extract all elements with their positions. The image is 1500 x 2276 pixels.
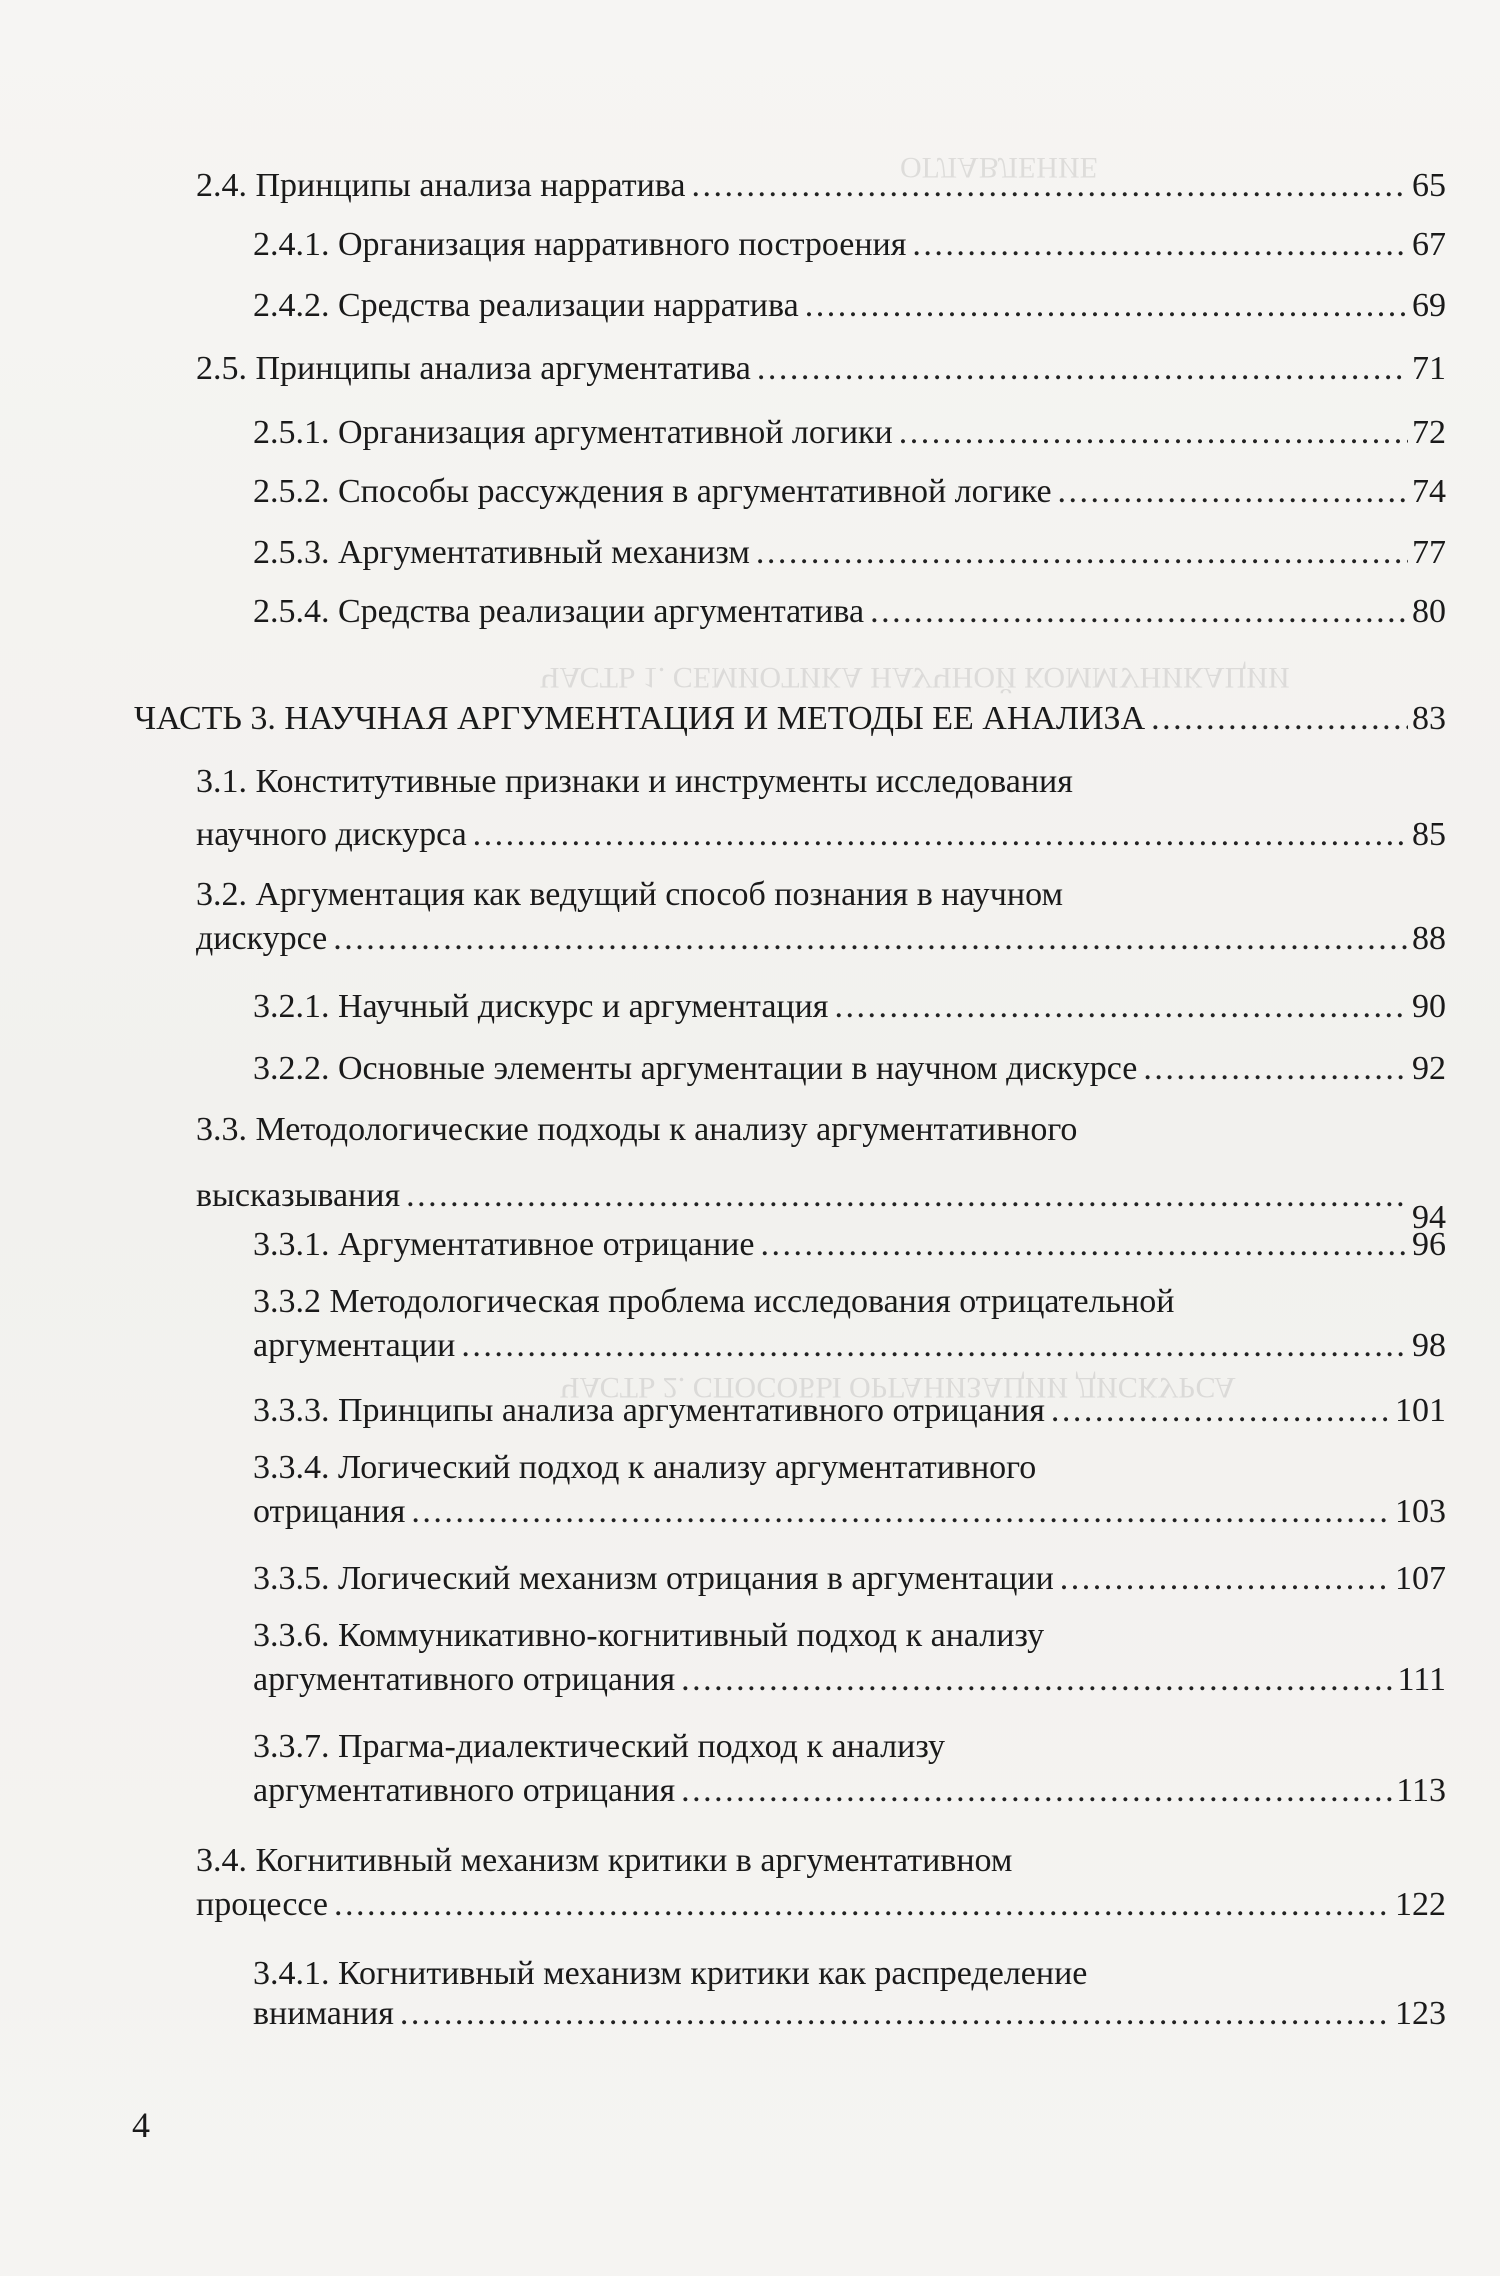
toc-page: 83 xyxy=(1412,700,1446,737)
toc-entry-2-4-2[interactable] xyxy=(253,284,1446,328)
toc-entry-2-5-1[interactable] xyxy=(253,411,1446,455)
toc-title-line2: аргументации xyxy=(253,1327,456,1364)
toc-title-line1: 3.3.2 Методологическая проблема исследования отрицательной xyxy=(253,1283,1175,1320)
toc-page: 103 xyxy=(1395,1493,1446,1530)
toc-page: 74 xyxy=(1412,473,1446,510)
toc-page: 94 xyxy=(1412,1199,1446,1236)
toc-title: 3.3.3. Принципы анализа аргументативного отрицания xyxy=(253,1392,1045,1429)
toc-page: 101 xyxy=(1395,1392,1446,1429)
toc-entry-3-3-3[interactable] xyxy=(253,1389,1446,1433)
toc-title: 2.5.3. Аргументативный механизм xyxy=(253,534,750,571)
toc-title: 2.5. Принципы анализа аргументатива xyxy=(196,350,751,387)
toc-entry-3-3-6[interactable] xyxy=(253,1614,1446,1702)
dot-leader xyxy=(1051,1389,1391,1433)
toc-title: 2.5.4. Средства реализации аргументатива xyxy=(253,593,865,630)
toc-entry-2-5-4[interactable] xyxy=(253,590,1446,634)
toc-page: 111 xyxy=(1397,1661,1446,1698)
dot-leader xyxy=(834,985,1408,1029)
toc-entry-3-2-1[interactable] xyxy=(253,985,1446,1029)
dot-leader xyxy=(411,1490,1391,1534)
toc-title: 2.4. Принципы анализа нарратива xyxy=(196,167,686,204)
toc-title-line2: аргументативного отрицания xyxy=(253,1661,676,1698)
toc-title: ЧАСТЬ 3. НАУЧНАЯ АРГУМЕНТАЦИЯ И МЕТОДЫ ЕЕ АНАЛИЗА xyxy=(134,700,1146,737)
toc-page: 98 xyxy=(1412,1327,1446,1364)
toc-entry-3-3-1[interactable] xyxy=(253,1223,1446,1267)
dot-leader xyxy=(461,1324,1408,1368)
toc-page: 69 xyxy=(1412,287,1446,324)
toc-entry-2-4[interactable] xyxy=(196,164,1446,208)
toc-title-line1: 3.3.6. Коммуникативно-когнитивный подход к анализу xyxy=(253,1617,1045,1654)
dot-leader xyxy=(400,1992,1391,2036)
toc-title-line1: 3.3.4. Логический подход к анализу аргументативного xyxy=(253,1449,1037,1486)
dot-leader xyxy=(473,813,1408,857)
toc-page: 77 xyxy=(1412,534,1446,571)
dot-leader xyxy=(1060,1557,1391,1601)
toc-entry-2-5[interactable] xyxy=(196,347,1446,391)
toc-entry-2-4-1[interactable] xyxy=(253,223,1446,267)
dot-leader xyxy=(805,284,1408,328)
toc-entry-3-4[interactable] xyxy=(196,1839,1446,1927)
toc-title-line2: аргументативного отрицания xyxy=(253,1772,676,1809)
toc-title-line1: 3.1. Конститутивные признаки и инструменты исследования xyxy=(196,763,1073,800)
toc-title-line2: дискурсе xyxy=(196,920,328,957)
toc-page: 65 xyxy=(1412,167,1446,204)
toc-title: 3.3.1. Аргументативное отрицание xyxy=(253,1226,755,1263)
toc-title-line1: 3.4.1. Когнитивный механизм критики как распределение xyxy=(253,1955,1088,1992)
toc-page: 72 xyxy=(1412,414,1446,451)
toc-page: 67 xyxy=(1412,226,1446,263)
toc-entry-2-5-3[interactable] xyxy=(253,531,1446,575)
toc-entry-3-3-5[interactable] xyxy=(253,1557,1446,1601)
toc-title: 2.4.2. Средства реализации нарратива xyxy=(253,287,799,324)
dot-leader xyxy=(406,1174,1408,1218)
dot-leader xyxy=(681,1658,1393,1702)
toc-entry-part-3[interactable] xyxy=(134,697,1446,741)
toc-page: 88 xyxy=(1412,920,1446,957)
toc-entry-3-3-7[interactable] xyxy=(253,1725,1446,1813)
toc-entry-3-3[interactable] xyxy=(196,1108,1446,1236)
toc-title: 2.4.1. Организация нарративного построения xyxy=(253,226,907,263)
toc-page: 71 xyxy=(1412,350,1446,387)
toc-entry-2-5-2[interactable] xyxy=(253,470,1446,514)
dot-leader xyxy=(912,223,1408,267)
toc-title-line1: 3.2. Аргументация как ведущий способ познания в научном xyxy=(196,876,1063,913)
toc-page: 96 xyxy=(1412,1226,1446,1263)
toc-title-line2: отрицания xyxy=(253,1493,406,1530)
toc-entry-3-2-2[interactable] xyxy=(253,1047,1446,1091)
toc-page: 80 xyxy=(1412,593,1446,630)
toc-title: 2.5.2. Способы рассуждения в аргументативной логике xyxy=(253,473,1052,510)
toc-title: 3.3.5. Логический механизм отрицания в аргументации xyxy=(253,1560,1054,1597)
toc-title-line2: высказывания xyxy=(196,1177,401,1214)
toc-page: 113 xyxy=(1396,1772,1446,1809)
toc-title-line1: 3.3. Методологические подходы к анализу аргументативного xyxy=(196,1111,1078,1148)
dot-leader xyxy=(1143,1047,1408,1091)
dot-leader xyxy=(757,347,1408,391)
dot-leader xyxy=(870,590,1408,634)
dot-leader xyxy=(1058,470,1408,514)
toc-entry-3-2[interactable] xyxy=(196,873,1446,961)
toc-entry-3-4-1[interactable] xyxy=(253,1952,1446,2036)
toc-title-line2: процессе xyxy=(196,1886,329,1923)
dot-leader xyxy=(1151,697,1408,741)
page-number: 4 xyxy=(132,2105,150,2145)
toc-page: 107 xyxy=(1395,1560,1446,1597)
dot-leader xyxy=(899,411,1408,455)
toc-title-line2: внимания xyxy=(253,1995,394,2032)
dot-leader xyxy=(681,1769,1392,1813)
toc-page: 90 xyxy=(1412,988,1446,1025)
dot-leader xyxy=(691,164,1408,208)
toc-title: 2.5.1. Организация аргументативной логики xyxy=(253,414,893,451)
dot-leader xyxy=(760,1223,1408,1267)
dot-leader xyxy=(334,1883,1391,1927)
toc-title: 3.2.1. Научный дискурс и аргументация xyxy=(253,988,829,1025)
dot-leader xyxy=(333,917,1408,961)
toc-title-line1: 3.3.7. Прагма-диалектический подход к анализу xyxy=(253,1728,946,1765)
toc-title-line1: 3.4. Когнитивный механизм критики в аргументативном xyxy=(196,1842,1013,1879)
toc-title: 3.2.2. Основные элементы аргументации в научном дискурсе xyxy=(253,1050,1138,1087)
toc-entry-3-3-2[interactable] xyxy=(253,1280,1446,1368)
dot-leader xyxy=(756,531,1408,575)
toc-title-line2: научного дискурса xyxy=(196,816,467,853)
toc-page: 122 xyxy=(1395,1886,1446,1923)
toc-entry-3-1[interactable] xyxy=(196,760,1446,857)
toc-entry-3-3-4[interactable] xyxy=(253,1446,1446,1534)
toc-page: 85 xyxy=(1412,816,1446,853)
toc-page: 123 xyxy=(1395,1995,1446,2032)
book-page: ОГЛАВЛЕНИЕ ЧАСТЬ 1. СЕМИОТИКА НАУЧНОЙ КОММУНИКАЦИИ ЧАСТЬ 2. СПОСОБЫ ОРГАНИЗАЦИИ ДИСКУРСА 2.4. Принципы анализа нарратива . . . 65 2.4.1. Организация нарративного построения . . . 67 2.4.2. Средства реализации нарратива . . . 69 2.5. Принципы анализа аргументатива . . . 71 2.5.1. Организация аргументативной логики . . . 72 2.5.2. Способы рассуждения в аргументативной логике . . . 74 2.5.3. Аргументативный механизм . . . 77 2.5.4. Средства реализации аргументатива . . . 80 ЧАСТЬ 3. НАУЧНАЯ АРГУМЕНТАЦИЯ И МЕТОДЫ ЕЕ АНАЛИЗА . . . 83 3.1. Конститутивные признаки и инструменты исследования научного дискурса . . . 85 3.2. Аргументация как ведущий способ познания в научном дискурсе . . . 88 3.2.1. Научный дискурс и аргументация . . . 90 3.2.2. Основные элементы аргументации в научном дискурсе . . . 92 3.3. Методологические подходы к анализу аргументативного высказывания . . . 94 3.3.1. Аргументативное отрицание . . . 96 3.3.2 Методологическая проблема исследования отрицательной аргументации . . . 98 3.3.3. Принципы анализа аргументативного отрицания . . . 101 3.3.4. Логический подход к анализу аргументативного отрицания . . . 103 3.3.5. Логический механизм отрицания в аргументации . . . 107 3.3.6. Коммуникативно-когнитивный подход к анализу аргументативного отрицания . . . 111 3.3.7. Прагма-диалектический подход к анализу аргументативного отрицания . . . 113 3.4. Когнитивный механизм критики в аргументативном процессе . . . 122 3.4.1. Когнитивный механизм критики как распределение внимания . . . 123 4 xyxy=(0,0,1500,2276)
toc-page: 92 xyxy=(1412,1050,1446,1087)
